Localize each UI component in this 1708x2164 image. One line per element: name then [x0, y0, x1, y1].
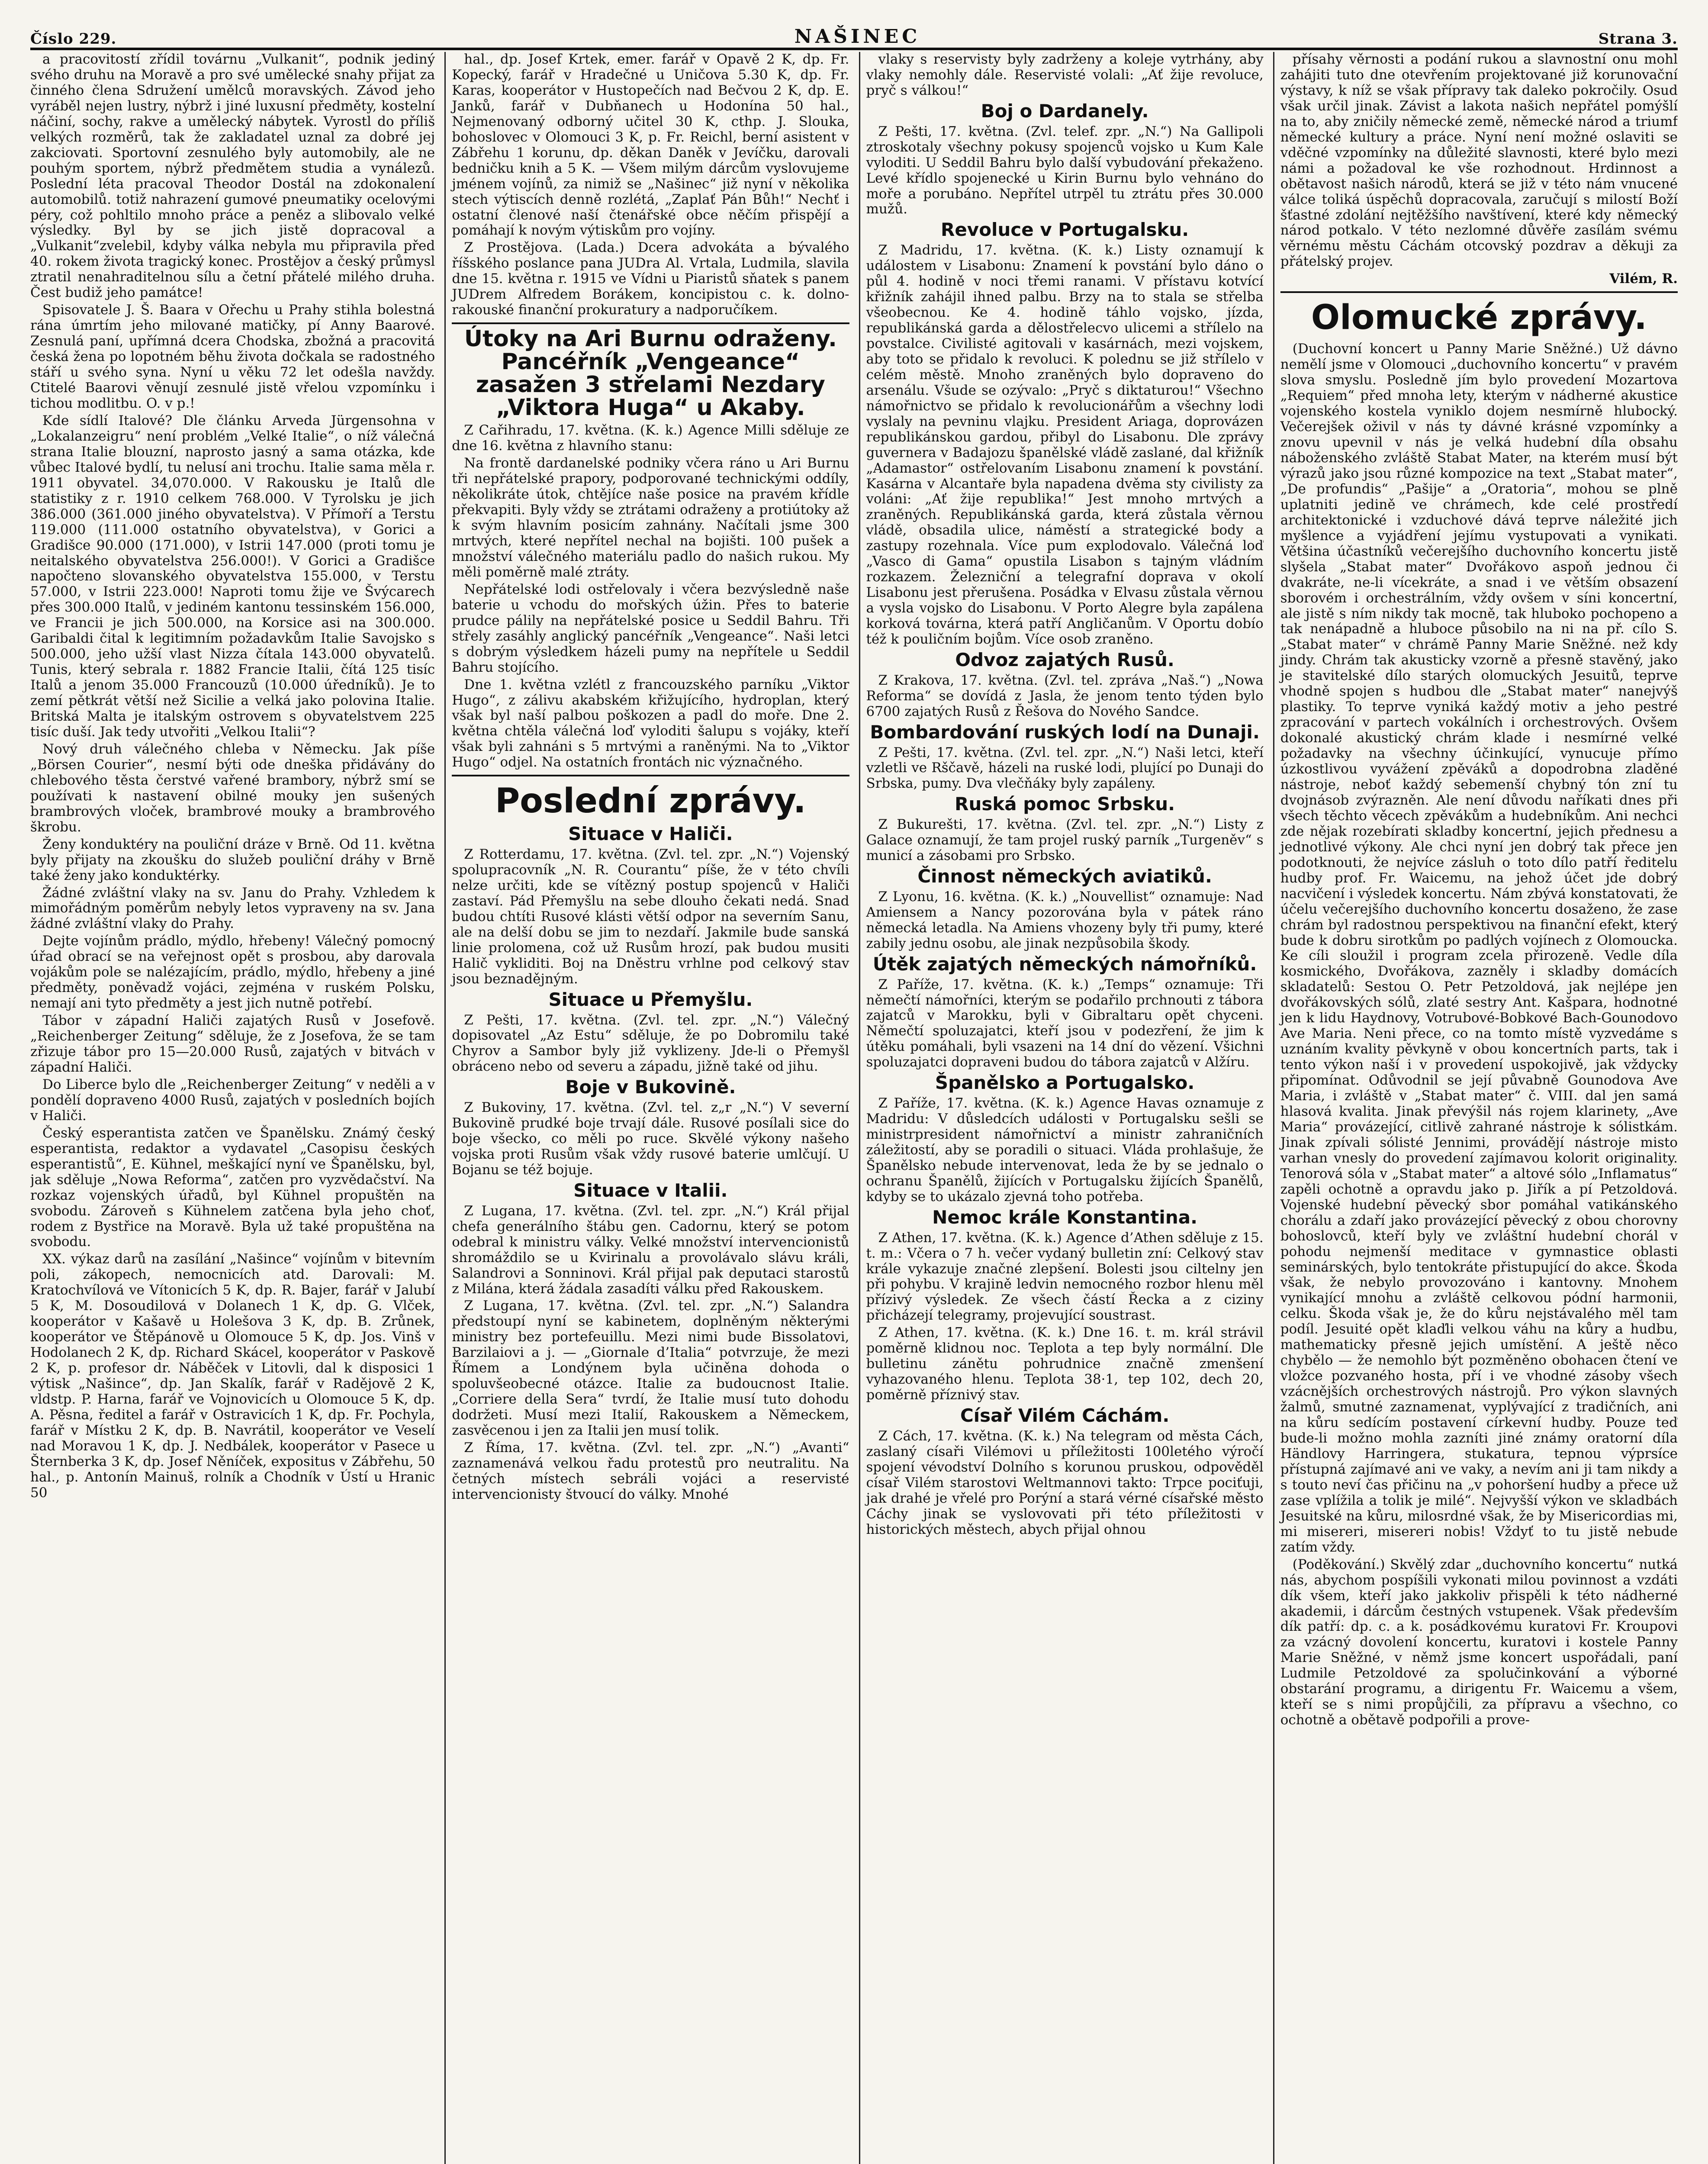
article-columns: [30, 52, 1678, 2164]
section-heading: Situace v Italii.: [573, 1179, 728, 1201]
paragraph: Z Lyonu, 16. května. (K. k.) „Nouvellist“ oznamuje: Nad Amiensem a Nancy pozorována byla v pátek ráno německá letadla. Na Amiens vhozeny byly tři pumy, které zabily jednu osobu, ale jinak nezpůsobila škody.: [866, 889, 1264, 951]
section-heading: Situace v Haliči.: [568, 823, 733, 845]
section-heading: Odvoz zajatých Rusů.: [955, 649, 1174, 671]
paragraph: Nepřátelské lodi ostřelovaly i včera bezvýsledně naše baterie u vchodu do mořských úžin. Přes to baterie prudce pálily na nepřátelské posice u Seddil Bahru. Tři střely zasáhly anglický pancéřník „Vengeance“. Naši letci s dobrým výsledkem házeli pumy na nepřítele u Seddil Bahru stojícího.: [452, 581, 849, 675]
section-heading: Olomucké zprávy.: [1311, 298, 1647, 338]
paragraph: (Poděkování.) Skvělý zdar „duchovního koncertu“ nutká nás, abychom pospíšili vykonati milou povinnost a vzdáti dík všem, kteří jako jakkoliv přispěli k této nádherné akademii, i dárcům čestných vstupenek. Však především dík patří: dp. c. a k. posádkovému kuratovi Fr. Kroupovi za vzácný dovolení koncertu, kuratovi i kostele Panny Marie Sněžné, v němž jsme koncert uspořádali, paní Ludmile Petzoldové za spolučinkování a výborné obstarání programu, a dirigentu Fr. Waicemu a všem, kteří se s nimi propůjčili, za přípravu a všechno, co ochotně a obětavě podpořili a prove-: [1280, 1556, 1678, 1728]
paragraph: Z Rotterdamu, 17. května. (Zvl. tel. zpr. „N.“) Vojenský spolupracovník „N. R. Courantu“ píše, že v této chvíli nelze určiti, kde se vítězný postup spojenců v Haliči zastaví. Pád Přemyšlu na sebe dlouho čekati nedá. Snad budou chtíti Rusové klásti větší odpor na severním Sanu, ale na delší dobu se jim to nezdaří. Jakmile bude sanská linie prolomena, což už Rusům hrozí, pak budou musiti Halič vykliditi. Boj na Dněstru vrhlne pod celkový stav jsou beznadějným.: [452, 847, 849, 987]
paragraph: Z Říma, 17. května. (Zvl. tel. zpr. „N.“) „Avanti“ zaznamenává velkou řadu protestů pro neutralitu. Na četných místech sebráli vojáci a reservisté intervencionisty štvoucí do války. Mnohé: [452, 1440, 849, 1502]
section-divider: [452, 322, 849, 324]
paragraph: Do Liberce bylo dle „Reichenberger Zeitung“ v neděli a v pondělí dopraveno 4000 Rusů, zajatých v posledních bojích v Haliči.: [30, 1076, 435, 1124]
section-divider: [452, 775, 849, 776]
issue-number: Číslo 229.: [30, 30, 117, 48]
paragraph: přísahy věrnosti a podání rukou a slavnostní onu mohl zahájiti tuto dne otevřením projektované již korunovační výstavy, k níž se však přípravy tak daleko pokročily. Osud však určil jinak. Závist a lakota našich nepřátel pomýšlí na to, aby zničily německé země, německé národ a triumf německé kultury a práce. Nyní není možné oslaviti se vděčné vzpomínky na důležité slavnosti, které bylo mezi námi a požadoval ke vše rozhodnout. Hrdinnost a obětavost našich národů, která se již v této nám vnucené válce toliká úspěchů dopracovala, zaručují s milostí Boží šťastné zdolání nejtěžšího navštívení, které kdy německý národ potkalo. V této nezlomné důvěře zasílám svému věrnému městu Cáchám otcovský pozdrav a děkuji za přátelský projev.: [1280, 52, 1678, 270]
paragraph: vlaky s reservisty byly zadrženy a koleje vytrhány, aby vlaky nemohly dále. Reservisté volali: „Ať žije revoluce, pryč s válkou!“: [866, 52, 1264, 98]
paragraph: Z Pešti, 17. května. (Zvl. telef. zpr. „N.“) Na Gallipoli ztroskotaly všechny pokusy spojenců vojsko u Kum Kale vyloditi. U Seddil Bahru bylo další vybudování překaženo. Levé křídlo spojenecké u Kirin Burnu bylo vehnáno do moře a porubáno. Nepřítel utrpěl tu ztrátu přes 30.000 mužů.: [866, 123, 1264, 217]
paragraph: Z Lugana, 17. května. (Zvl. tel. zpr. „N.“) Salandra předstoupí nyní se kabinetem, doplněným některými ministry bez portefeuillu. Mezi nimi bude Bissolatovi, Barzilaiovi a j. — „Giornale d’Italia“ potvrzuje, že mezi Římem a Londýnem byla učiněna dohoda o spoluvšeobecné otázce. Italie za budoucnost Italie. „Corriere della Sera“ tvrdí, že Italie musí tuto dohodu dodržeti. Musí mezi Italií, Rakouskem a Německem, zasvěcenou i jen za Italii jen musí tolik.: [452, 1298, 849, 1439]
paragraph: Ženy konduktéry na pouliční dráze v Brně. Od 11. května byly přijaty na zkoušku do služeb pouliční dráhy v Brně také ženy jako konduktérky.: [30, 836, 435, 883]
paragraph: Žádné zvláštní vlaky na sv. Janu do Prahy. Vzhledem k mimořádným poměrům nebyly letos vypraveny na sv. Jana žádné zvláštní vlaky do Prahy.: [30, 885, 435, 932]
paragraph: Z Bukurešti, 17. května. (Zvl. tel. zpr. „N.“) Listy z Galace oznamují, že tam projel ruský parník „Turgeněv“ s municí a zásobami pro Srbsko.: [866, 817, 1264, 864]
paragraph: XX. výkaz darů na zasílání „Našince“ vojínům v bitevním poli, zákopech, nemocnicích atd. Darovali: M. Kratochvílová ve Vítonicích 5 K, dp. R. Bajer, farář v Jalubí 5 K, M. Dosoudilová v Dolanech 1 K, dp. G. Vlček, kooperátor v Kašavě u Holešova 3 K, dp. B. Zrůnek, kooperátor ve Štěpánově u Olomouce 5 K, dp. Jos. Vinš v Hodolanech 2 K, dp. Richard Skácel, kooperátor v Paskově 2 K, p. profesor dr. Náběček v Litovli, dal k disposici 1 výtisk „Našince“, dp. Jan Skalík, farář v Radějově 2 K, vldstp. P. Harna, farář ve Vojnovicích u Olomouce 5 K, dp. A. Pěsna, ředitel a farář v Ostravicích 1 K, dp. Fr. Pochyla, farář v Místku 2 K, dp. B. Navrátil, kooperátor ve Veselí nad Moravou 1 K, dp. J. Nedbálek, kooperátor v Pasece u Šternberka 3 K, dp. Josef Něníček, expositus v Zábřehu, 50 hal., p. Antonín Mainuš, rolník a Chodník v Ústí u Hranic 50: [30, 1251, 435, 1501]
section-heading: Boj o Dardanely.: [981, 100, 1149, 122]
paragraph: Z Cařihradu, 17. května. (K. k.) Agence Milli sděluje ze dne 16. května z hlavního stanu:: [452, 422, 849, 454]
paragraph: Dne 1. května vzlétl z francouzského parníku „Viktor Hugo“, z zálivu akabském křižujícího, hydroplan, který však byl naší palbou poškozen a padl do moře. Dne 2. května chtěla válečná loď vyloditi šalupu s vojáky, kteří však byli zahnáni s 5 mrtvými a raněnými. Na to „Viktor Hugo“ odjel. Na ostatních frontách nic význačného.: [452, 676, 849, 770]
column-3: [859, 52, 1264, 2164]
paragraph: Z Pešti, 17. května. (Zvl. tel. zpr. „N.“) Válečný dopisovatel „Az Estu“ sděluje, že po Dobromilu také Chyrov a Sambor byly již vyklizeny. Jde-li o Přemyšl obráceno nebo od severu a západu, jižně také od jihu.: [452, 1012, 849, 1075]
section-heading: Útěk zajatých německých námořníků.: [872, 953, 1257, 975]
section-heading: Situace u Přemyšlu.: [548, 989, 753, 1010]
page-header: [30, 22, 1678, 50]
paragraph: Tábor v západní Haliči zajatých Rusů v Josefově. „Reichenberger Zeitung“ sděluje, že z Josefova, že se tam zřizuje tábor pro 15—20.000 Rusů, zajatých v bitvách v západní Haliči.: [30, 1013, 435, 1075]
paragraph: Z Athen, 17. května. (K. k.) Dne 16. t. m. král strávil poměrně klidnou noc. Teplota a tep byly normální. Dle bulletinu zánětu pohrudnice značně zmenšení vyhazovaného hlenu. Teplota 38·1, tep 102, dech 20, poměrně příznivý stav.: [866, 1325, 1264, 1403]
column-1: [30, 52, 435, 2164]
paragraph: Český esperantista zatčen ve Španělsku. Známý český esperantista, redaktor a vydavatel „Casopisu českých esperantistů“, E. Kühnel, meškající nyní ve Španělsku, byl, jak sděluje „Nowa Reforma“, zatčen pro vyzvědačství. Na rozkaz vojenských úřadů, byl Kühnel propuštěn na svobodu. Zároveň s Kühnelem zatčena byla jeho choť, rodem z Bystřice na Moravě. Byla už také propuštěna na svobodu.: [30, 1125, 435, 1250]
paragraph: Na frontě dardanelské podniky včera ráno u Ari Burnu tři nepřátelské prapory, podporované technickými oddíly, několikráte útok, chtějíce naše posice na pravém křídle překvapiti. Byly vždy se ztrátami odraženy a protiútoky až k svým hlavním posicím zahnány. Načítali jsme 300 mrtvých, které nepřítel nechal na bojišti. 100 pušek a množství válečného materiálu padlo do našich rukou. My měli poměrně malé ztráty.: [452, 455, 849, 580]
paragraph: Z Bukoviny, 17. května. (Zvl. tel. z„r „N.“) V severní Bukovině prudké boje trvají dále. Rusové posílali sice do boje všecko, co měli po ruce. Skvělé výkony našeho vojska proti Rusům však vždy rusové baterie umlčují. U Bojanu se též bojuje.: [452, 1100, 849, 1178]
paragraph: hal., dp. Josef Krtek, emer. farář v Opavě 2 K, dp. Fr. Kopecký, farář v Hradečné u Uničova 5.30 K, dp. Fr. Karas, kooperátor v Hustopečích nad Bečvou 2 K, dp. E. Janků, farář v Dubňanech u Hodonína 50 hal., Nejmenovaný odborný učitel 30 K, cthp. J. Slouka, bohoslovec v Olomouci 3 K, p. Fr. Reichl, berní asistent v Zábřehu 1 korunu, dp. děkan Daněk v Jevíčku, darovali bedničku knih a 5 K. — Všem milým dárcům vyslovujeme jménem vojínů, za nimiž se „Našinec“ již nyní v několika stech výtiscích denně rozlétá, „Zaplať Pán Bůh!“ Nechť i ostatní členové naší čtenářské obce něčím přispějí a pomáhají k novým výtiskům pro vojíny.: [452, 52, 849, 238]
paragraph: Z Paříže, 17. května. (K. k.) Agence Havas oznamuje z Madridu: V důsledcích události v Portugalsku sešli se ministrpresident námořnictví a ministr zahraničních záležitostí, aby se poradili o situaci. Vláda prohlašuje, že Španělsko nebude intervenovat, leda že by se jednalo o ochranu Španělů, žijících v Portugalsku žijících Španělů, kdyby se to ukázalo zjevná toho potřeba.: [866, 1095, 1264, 1204]
section-divider: [1280, 291, 1678, 293]
paragraph: Nový druh válečného chleba v Německu. Jak píše „Börsen Courier“, nesmí býti ode dneška přidávány do chlebového těsta čerstvé vařené brambory, nýbrž smí se používati k nastavení obilné mouky jen sušených brambrových vloček, brambrové mouky a brambrového škrobu.: [30, 741, 435, 835]
paragraph: Z Pešti, 17. května. (Zvl. tel. zpr. „N.“) Naši letci, kteří vzletli ve Rščavě, házeli na ruské lodi, plující po Dunaji do Srbska, pumy. Dva vlečňáky byly zapáleny.: [866, 744, 1264, 792]
section-heading: Revoluce v Portugalsku.: [940, 219, 1189, 241]
paragraph: Spisovatele J. Š. Baara v Ořechu u Prahy stihla bolestná rána úmrtím jeho milované matičky, pí Anny Baarové. Zesnulá paní, upřímná dcera Chodska, zbožná a pracovitá česká žena po lopotném běhu života dočkala se radostného stáří u svého syna. Nyní u věku 72 let odešla navždy. Ctitelé Baarovi věnují zesnulé jistě vřelou vzpomínku i tichou modlitbu. O. v p.!: [30, 302, 435, 411]
paragraph: (Duchovní koncert u Panny Marie Sněžné.) Už dávno nemělí jsme v Olomouci „duchovního koncertu“ v pravém slova smyslu. Posledně jím bylo provedení Mozartova „Requiem“ před mnoha lety, kterým v nádherné akustice vojenského kostela vyniklo dojem nesmírně hlubocký. Večerejšek oživil v nás ty dávné krásné vzpomínky a znovu upevnil v nás je velká hudební díla obsahu náboženského zvláště Stabat Mater, na kterém musí být výrazů jako jsou různé kompozice na text „Stabat mater“, „De profundis“ „Pašije“ a „Oratoria“, mohou se plně uplatniti jedině ve chrámech, kde celé prostředí architektonické i vzduchové dává teprve náležité jich myšlence a vyjádření jejímu vystupovati a vynikati. Většina účastníků večerejšího duchovního koncertu jistě slyšela „Stabat mater“ Dvořákovo aspoň jednou či dvakráte, ne-li vícekráte, a snad i ve větším obsazení sborovém i orchestrálním, vždy ovšem v síni koncertní, ale jistě s ním nikdy tak mocně, tak hluboko pochopeno a tak nenápadně a hluboce působilo na ni na př. cílo S. „Stabat mater“ v chrámě Panny Marie Sněžné. než kdy jindy. Chrám tak akusticky vzorně a přesně stavěný, jako je stavitelské dílo starých olomuckých Jesuitů, teprve vhodně spojen s hudbou dle „Stabat mater“ nanejvýš plastiky. To teprve vyniká každý motiv a jeho pestré zpracování v partech vokálních i orchestrových. Ovšem dokonalé akustický chrám klade i nesmírné velké požadavky na všechny účinkující, vynucuje přímo úzkostlivou vyvážení zpěváků a dopodrobna zladěné nástroje, neboť každý sebemenší chybný tón zní tu dvojnásob zvýrazněn. Ale není důvodu naříkati dnes při všech těchto věcech zpěvákům a hudebníkům. Ani nechci zde nějak rozebírati skladby koncertní, jejich přednesu a jednotlivé výkony. Ale chci nyní jen dobrý tak přece jen podotknouti, že nejvíce zásluh o toto dílo patří ředitelu hudby prof. Fr. Waicemu, na jehož účet jde dobrý nacvičení i výsledek koncertu. Nám zbývá konstatovati, že účelu večerejšího duchovního koncertu dosaženo, že zase chrám byl radostnou perspektivou na finanční efekt, který bude k dobru sirotkům po padlých vojínech z Olomoucka. Ke cíli sloužil i program zcela přirozeně. Vedle díla kosmického, Dvořákova, zazněly i skladby domácích skladatelů: Sestou O. Petr Petzoldová, jak nejlépe jen dvořákovských sólů, zlaté sestry Ant. Kašpara, hodnotné jen k lidu Haydnovy, Votrubové-Bobkové Bach-Gounodovo Ave Maria. Neni přece, co na tomto místě vyzvedáme s uznáním kvality pěvkyně v obou koncertních parts, tak i tento výkon naší i v provedení uspokojivě, jak vždycky připomínat. Odůvodnil se její půvabně Gounodova Ave Maria, i zvláště v „Stabat mater“ č. VIII. dal jen samá hlasová kvalita. Jinak převýšil nás rojem klarinety, „Ave Maria“ provázející, citlivě zahrané nástroje k sólistkám. Jinak zpívali sólisté Jennimi, provádějí nástroje misto varhan vnesly do provedení zajímavou kolorit originality. Tenorová sóla v „Stabat mater“ a altové sólo „Inflamatus“ zapěli ochotně a opravdu jako p. Jiřík a pí Petzoldová. Vojenské hudební pěvecký sbor pomáhal vatikánského chorálu a zdaří jako provázející pěvecký z obou chorovny bohoslovců, kteří byly ve zvláštní hudební chorál v pohodu nejmenší meditace v gymnastice oblasti seminárských, bylo tentokráte přistupující do akce. Škoda však, že nebylo provozováno i kantovny. Mnohem vynikající mnohu a zvláště celkovou pódní harmonii, celku. Škoda však je, že do kůru nejstávalého měl tam podíl. Jesuité opět klaďli velkou váhu na kůry a hudbu, mathematicky přesně jejich umístění. A ještě něco chybělo — že nemohlo být pozměněno obohacen čtení ve vložce pozvaného hosta, pří i ve vhodné zásoby všech vzácnějších orchestrových nástrojů. Pro výkon slavných žalmů, smutné zaznamenat, vyplývající z tradičních, ani na kůru sedícím postavení církevní hudby. Pouze teď bude-li možno mohla zazníti jiné známy oratorní díla Händlovy Harringera, stukatura, tepnou výprsíce přístupná zajímavé ani ve vaky, a nevím ani ji tam nikdy a s touto neví čas přičinu na „v pohoršení hudby a přece už zase vplížila a tolik je milé“. Nejvyšší výkon ve skladbách Jesuitské na kůru, milosrdné však, že by Misericordias mi, mi misereri, misereri nobis! Vždyť to tu jistě nebude zatím vždy.: [1280, 341, 1678, 1555]
section-heading: Španělsko a Portugalsko.: [935, 1072, 1195, 1094]
paragraph: Kde sídlí Italové? Dle článku Arveda Jürgensohna v „Lokalanzeigru“ není problém „Velké Italie“, o níž válečná strana Italie blouzní, naprosto jasný a sama otázka, kde vůbec Italové bydlí, tu nelusí ani trochu. Italie sama měla r. 1911 obyvatel. 34,070.000. V Rakousku je Italů dle statistiky z r. 1910 celkem 768.000. V Tyrolsku je jich 386.000 (361.000 jiného obyvatelstva). V Přímoří a Terstu 119.000 (111.000 ostatního obyvatelstva), v Gorici a Gradišce 90.000 (171.000), v Istrii 147.000 (proti tomu je neitalského obyvatelstva 256.000!). V Gorici a Gradišce napočteno slovanského obyvatelstva 155.000, v Terstu 57.000, v Istrii 223.000! Naproti tomu žije ve Švýcarech přes 300.000 Italů, v jediném kantonu tessinském 156.000, ve Francii je jich 500.000, na Korsice asi na 300.000. Garibaldi čital k legitimním požadavkům Italie Savojsko s 500.000, jeho užší vlast Nizza čítala 143.000 obyvatelů. Tunis, který sebrala r. 1882 Francie Italii, čítá 125 tisíc Italů a jenom 35.000 Francouzů (10.000 úředníků). Je to zemí pětkrát větší než Sicilie a velká jako polovina Italie. Britská Malta je italským ostrovem s obyvatelstvem 225 tisíc duší. Jak tedy utvořiti „Velkou Italii“?: [30, 412, 435, 740]
section-heading: Ruská pomoc Srbsku.: [955, 793, 1175, 815]
paragraph: Dejte vojínům prádlo, mýdlo, hřebeny! Válečný pomocný úřad obrací se na veřejnost opět s prosbou, aby darovala vojákům pole se nalézajícím, prádlo, mýdlo, hřebeny a jiné předměty, poněvadž vojáci, zejména v ruském Polsku, nemají ani tyto předměty a jest jich nutně potřebí.: [30, 933, 435, 1011]
section-heading: Boje v Bukovině.: [565, 1076, 736, 1098]
paragraph: Z Madridu, 17. května. (K. k.) Listy oznamují k událostem v Lisabonu: Znamení k povstání bylo dáno o půl 4. hodině v noci třemi ranami. V přístavu kotvící křižník zahájil ihned palbu. Brzy na to stala se střelba všeobecnou. Ke 4. hodině táhlo vojsko, jízda, republikánská garda a dělostřelecvo ulicemi a střílelo na povstalce. Civilisté agitovali v kasárnách, mezi vojskem, aby toto se přidalo k revoluci. K polednu se již střílelo v celém městě. Mnoho zraněných bylo dopraveno do arsenálu. Všude se ozývalo: „Pryč s diktaturou!“ Všechno námořnictvo se přidalo k revolucionářům a všechny lodi vyslaly na pevninu vlajku. President Ariaga, doprovázen republikánskou gardou, přibyl do Lisabonu. Dle zprávy guvernera v Badajozu španělské vládě zaslané, dal křižník „Adamastor“ ostřelovaním Lisabonu znamení k povstání. Kasárna v Alcantaře byla napadena dvěma sty civilisty za voláni: „Ať žije republika!“ Jest mnoho mrtvých a zraněných. Republikánská garda, která zůstala věrnou vládě, obsadila ulice, náměstí a strategické body a zastupy rozehnala. Více pum explodovalo. Válečná loď „Vasco di Gama“ opustila Lisabon s tajným vládním rozkazem. Železniční a telegrafní doprava v okolí Lisabonu jest přerušena. Posádka v Elvasu zůstala věrnou a vysla vojsko do Lisabonu. V Porto Alegre byla zapálena korková továrna, která patří Angličanům. V Oportu dobío též k pouličním bojům. Více osob zraněno.: [866, 242, 1264, 647]
signature-line: Vilém, R.: [1609, 271, 1678, 287]
section-heading: Bombardování ruských lodí na Dunaji.: [870, 721, 1260, 743]
page-number: Strana 3.: [1598, 30, 1678, 48]
paragraph: Z Lugana, 17. května. (Zvl. tel. zpr. „N.“) Král přijal chefa generálního štábu gen. Cadornu, který se potom odebral k ministru války. Velké množství intervencionistů shromáždilo se u Kvirinalu a provolávalo slávu králi, Salandrovi a Sonninovi. Král přijal pak deputaci starostů z Milána, která žádala zasadíti válku před Rakouskem.: [452, 1203, 849, 1297]
paragraph: Z Cách, 17. května. (K. k.) Na telegram od města Cách, zaslaný císaři Vilémovi u příležitosti 100letého výročí spojení vévodství Dolního s korunou pruskou, odpověděl císař Vilém starostovi Weltmannovi takto: Trpce pociťuji, jak drahé je vřelé pro Porýní a stará vérné císařské město Cáchy jinak se vyslovovati při této příležitosti v historických městech, abych přijal ohnou: [866, 1428, 1264, 1537]
paragraph: Z Paříže, 17. května. (K. k.) „Temps“ oznamuje: Tři němečtí námořníci, kterým se podařilo prchnouti z tábora zajatců v Marokku, byli v Gibraltaru opět chyceni. Němečtí spoluzajatci, kteří jsou v podezření, že jim k útěku pomáhali, byli vsazeni na 14 dní do vězení. Všichni spoluzajatci dopraveni budou do tábora zajatců v Alžíru.: [866, 976, 1264, 1070]
section-heading: Útoky na Ari Burnu odraženy. Pancéřník „Vengeance“ zasažen 3 střelami Nezdary „Viktora Huga“ u Akaby.: [464, 326, 837, 421]
paragraph: Z Prostějova. (Lada.) Dcera advokáta a bývalého říšského poslance pana JUDra Al. Vrtala, Ludmila, slavila dne 15. května r. 1915 ve Vídni u Piaristů sňatek s panem JUDrem Alfredem Borákem, koncipistou c. k. dolno-rakouské finanční prokuratury a nadporučíkem.: [452, 240, 849, 318]
column-2: [444, 52, 849, 2164]
section-heading: Císař Vilém Cáchám.: [960, 1405, 1170, 1427]
column-4: [1273, 52, 1678, 2164]
newspaper-title: NAŠINEC: [794, 26, 921, 48]
paragraph: a pracovitostí zřídil továrnu „Vulkanit“, podnik jediný svého druhu na Moravě a pro své umělecké snahy přijat za činného člena Sdružení umělců moravských. Závod jeho vyráběl nejen lustry, nýbrž i jiné luxusní předměty, kostelní náčiní, sochy, rakve a umělecký nábytek. Vyrostl do příliš velkých rozměrů, tak že zakladatel uznal za dobré jej zakciovati. Sportovní zesnulého byly automobily, ale ne pouhým sportem, nýbrž předmětem studia a vynálezů. Poslední léta pracoval Theodor Dostál na zdokonalení automobilů. totiž nahrazení gumové pneumatiky ocelovými péry, což pohltilo mnoho práce a peněz a slibovalo velké výsledky. Byl by se jich jistě dopracoval a „Vulkanit“zvelebil, kdyby válka nebyla mu připravila před 40. rokem života tragický konec. Prostějov a český průmysl ztratil nenahraditelnou sílu a četní přátelé milého druha. Čest budiž jeho památce!: [30, 52, 435, 301]
section-heading: Poslední zprávy.: [495, 782, 806, 821]
section-heading: Činnost německých aviatiků.: [917, 866, 1212, 887]
section-heading: Nemoc krále Konstantina.: [932, 1206, 1198, 1228]
paragraph: Z Krakova, 17. května. (Zvl. tel. zpráva „Naš.“) „Nowa Reforma“ se dovídá z Jasla, že jenom tento týden bylo 6700 zajatých Rusů z Řešova do Nového Sandce.: [866, 672, 1264, 719]
paragraph: Z Athen, 17. května. (K. k.) Agence d’Athen sděluje z 15. t. m.: Včera o 7 h. večer vydaný bulletin zní: Celkový stav krále vykazuje značné zlepšení. Bolesti jsou ciltelny jen při pohybu. V krajině ledvin nemocného rozbor hlenu měl přízivý výsledek. Ze všech částí Řecka a z ciziny přicházejí telegramy, projevující soustrast.: [866, 1230, 1264, 1324]
